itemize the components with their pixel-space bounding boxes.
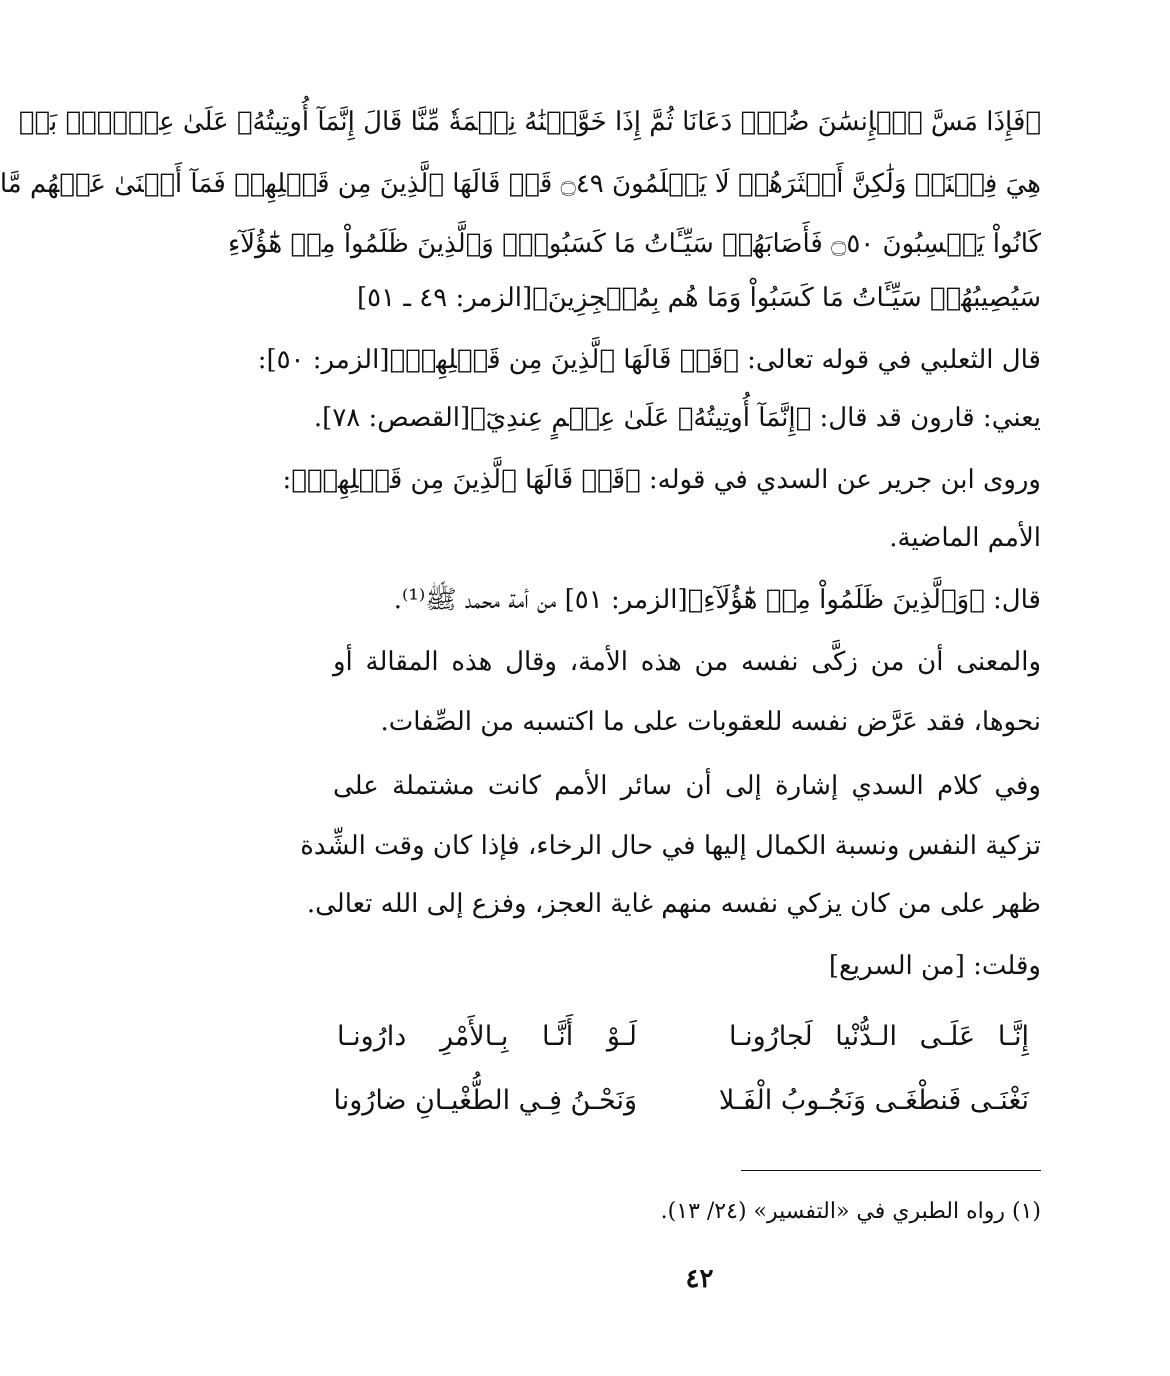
ibn-jarir-line-2: الأمم الماضية.	[889, 523, 1041, 553]
sudi-remark-line-3: ظهر على من كان يزكي نفسه منهم غاية العجز، وفزع إلى الله تعالى.	[306, 889, 1041, 919]
thalabi-quote-line-1: قال الثعلبي في قوله تعالى: ﴿قَدۡ قَالَهَا ٱلَّذِينَ مِن قَبۡلِهِمۡ﴾[الزمر: ٥٠]:	[257, 345, 1041, 375]
sudi-remark-line-1: وفي كلام السدي إشارة إلى أن سائر الأمم كانت مشتملة على	[333, 771, 1041, 801]
quran-verse-line-1: ﴿فَإِذَا مَسَّ ٱلۡإِنسَٰنَ ضُرّٞ دَعَانَا ثُمَّ إِذَا خَوَّلۡنَٰهُ نِعۡمَةٗ مِّنَّا قَالَ إِنَّمَآ أُوتِيتُهُۥ عَلَىٰ عِلۡمِۭۚ بَلۡ	[18, 107, 1041, 137]
poem-verse-2-second-hemistich: وَنَحْـنُ فِـي الطُّغْيـانِ ضارُونا	[333, 1085, 637, 1116]
poem-intro: وقلت: [من السريع]	[828, 951, 1041, 981]
thalabi-quote-line-2: يعني: قارون قد قال: ﴿إِنَّمَآ أُوتِيتُهُۥ عَلَىٰ عِلۡمٍ عِندِيٓ﴾[القصص: ٧٨].	[313, 403, 1041, 433]
sudi-remark-line-2: تزكية النفس ونسبة الكمال إليها في حال الرخاء، فإذا كان وقت الشِّدة	[300, 831, 1041, 861]
quran-verse-line-2: هِيَ فِتۡنَةٞ وَلَٰكِنَّ أَكۡثَرَهُمۡ لَا يَعۡلَمُونَ ۝٤٩ قَدۡ قَالَهَا ٱلَّذِينَ مِن قَبۡلِهِمۡ فَمَآ أَغۡنَىٰ عَنۡهُم مَّا	[0, 169, 1041, 199]
poem-verse-1-second-hemistich: لَـوْ أَنَّـا بِـالأَمْرِ دارُونـا	[337, 1021, 637, 1052]
ibn-jarir-line-1: وروى ابن جرير عن السدي في قوله: ﴿قَدۡ قَالَهَا ٱلَّذِينَ مِن قَبۡلِهِمۡ﴾:	[282, 465, 1041, 495]
poem-verse-1-first-hemistich: إِنَّـا عَلَـى الـدُّنْيا لَجارُونـا	[729, 1021, 1029, 1052]
page-number: ٤٢	[685, 1264, 714, 1294]
meaning-paragraph-line-1: والمعنى أن من زكَّى نفسه من هذه الأمة، وقال هذه المقالة أو	[333, 647, 1041, 677]
footnote: (١) رواه الطبري في «التفسير» (٢٤/ ١٣).	[660, 1199, 1041, 1224]
quran-verse-line-4: سَيُصِيبُهُمۡ سَيِّـَٔاتُ مَا كَسَبُواْ وَمَا هُم بِمُعۡجِزِينَ﴾[الزمر: ٤٩ ـ ٥١]	[357, 283, 1041, 313]
quran-verse-line-3: كَانُواْ يَكۡسِبُونَ ۝٥٠ فَأَصَابَهُمۡ سَيِّـَٔاتُ مَا كَسَبُواْۚ وَٱلَّذِينَ ظَلَمُواْ مِنۡ هَٰٓؤُلَآءِ	[227, 229, 1041, 259]
sudi-quote-line: قال: ﴿وَٱلَّذِينَ ظَلَمُواْ مِنۡ هَٰٓؤُلَآءِ﴾[الزمر: ٥١] من أمة محمد ﷺ⁽¹⁾.	[393, 585, 1041, 615]
meaning-paragraph-line-2: نحوها، فقد عَرَّض نفسه للعقوبات على ما اكتسبه من الصِّفات.	[380, 707, 1041, 737]
poem-verse-2-first-hemistich: نَغْنَـى فَنطْغَـى وَنَجُـوبُ الْفَـلا	[718, 1085, 1029, 1116]
footnote-separator	[741, 1170, 1041, 1171]
